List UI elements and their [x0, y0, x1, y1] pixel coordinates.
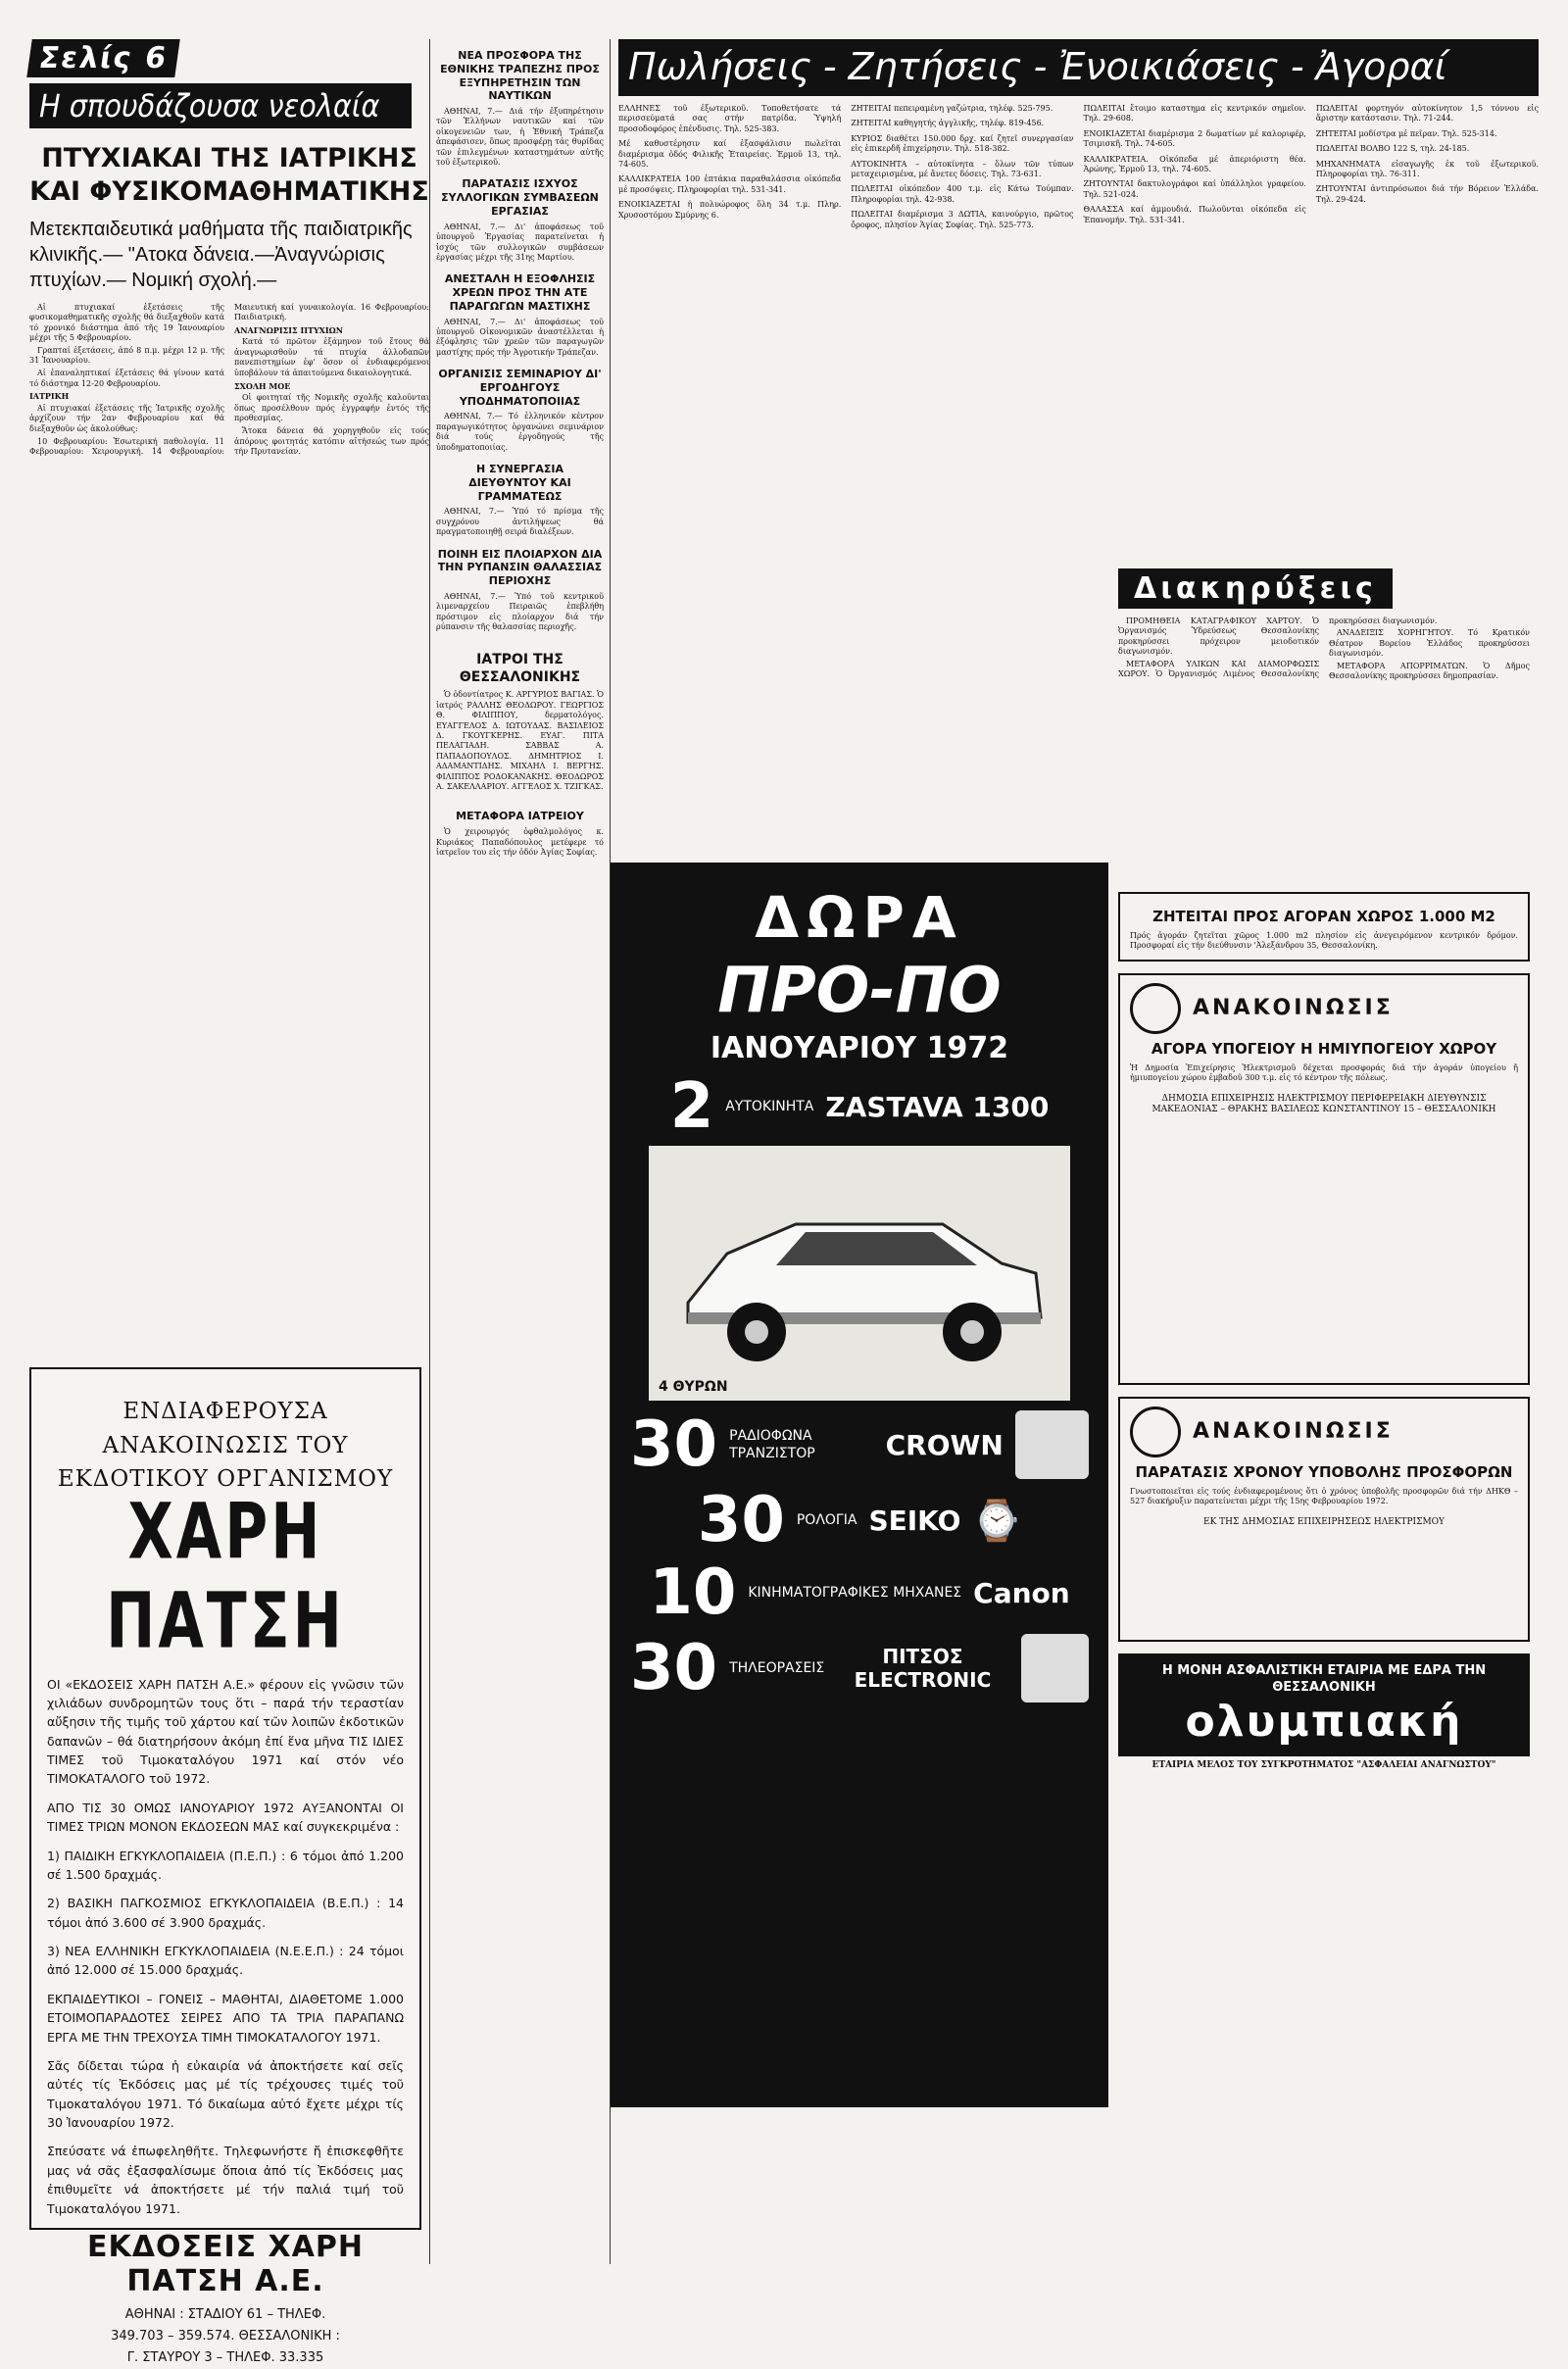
article-paragraph: Γραπταί ἐξετάσεις, ἀπό 8 π.μ. μέχρι 12 μ. τῆς 31 Ἰανουαρίου. [29, 345, 224, 366]
diakiryxi-item: ΑΝΑΔΕΙΞΙΣ ΧΟΡΗΓΗΤΟΥ. Τό Κρατικόν Θέατρον Βορείου Ἑλλάδος προκηρύσσει διαγωνισμόν. [1329, 628, 1530, 659]
brief-text [436, 827, 604, 858]
dei-logo-icon [1130, 983, 1181, 1034]
ad-contact-line: Γ. ΣΤΑΥΡΟΥ 3 – ΤΗΛΕΦ. 33.335 [126, 2350, 324, 2366]
classified-item: ΖΗΤΕΙΤΑΙ πεπειραμένη γαζώτρια, τηλέφ. 525-795. [851, 104, 1054, 113]
space-wanted-notice [1118, 892, 1530, 962]
brief-text [436, 222, 604, 264]
brief-text [436, 412, 604, 453]
article-paragraph: 10 Φεβρουαρίου: Ἐσωτερική παθολογία. 11 Φεβρουαρίου: Χειρουργική. 14 Φεβρουαρίου: Μαιευτική καί γυναικολογία. 16 Φεβρουαρίου: Παιδιατρική. [29, 302, 429, 457]
classified-item: ΖΗΤΟΥΝΤΑΙ δακτυλογράφοι καί ὑπάλληλοι γραφείου. Τηλ. 521-024. [1083, 179, 1306, 199]
notice-subtitle: ΠΑΡΑΤΑΣΙΣ ΧΡΟΝΟΥ ΥΠΟΒΟΛΗΣ ΠΡΟΣΦΟΡΩΝ [1135, 1462, 1513, 1481]
brief-headline: ΑΝΕΣΤΑΛΗ Η ΕΞΟΦΛΗΣΙΣ ΧΡΕΩΝ ΠΡΟΣ ΤΗΝ ΑΤΕ ΠΑΡΑΓΩΓΩΝ ΜΑΣΤΙΧΗΣ [444, 272, 596, 313]
classified-item: ΕΛΛΗΝΕΣ τοῦ ἐξωτερικοῦ. Τοποθετήσατε τά περισσεύματά σας στήν πατρίδα. Ὑψηλή προσοδοφόρος ἐπένδυσις. Τηλ. 525-383. [618, 104, 842, 133]
prize-label: ΤΗΛΕΟΡΑΣΕΙΣ [729, 1659, 825, 1676]
brief-paragraph: ΑΘΗΝΑΙ, 7.— Διά τήν ἐξυπηρέτησιν τῶν Ἑλλήνων ναυτικῶν καί τῶν οἰκογενειῶν των, ἡ Ἐθνική Τράπεζα ἀπεφάσισεν, ὅπως προσφέρῃ τάς θυρίδας τῶν ἐπιλεγμένων καταστημάτων αὐτῆς τοῦ ἐξωτερικοῦ. [436, 107, 604, 168]
brief-headline: Η ΣΥΝΕΡΓΑΣΙΑ ΔΙΕΥΘΥΝΤΟΥ ΚΑΙ ΓΡΑΜΜΑΤΕΩΣ [468, 463, 571, 503]
brief-paragraph: Ὁ χειρουργός ὀφθαλμολόγος κ. Κυριάκος Παπαδόπουλος μετέφερε τό ἰατρεῖον του εἰς τήν ὁδόν Ἀγίας Σοφίας. [436, 827, 604, 858]
prize-row-watches [630, 1484, 1089, 1556]
doctors-list [436, 690, 604, 792]
prize-row-radios [630, 1410, 1089, 1479]
radio-icon [1015, 1410, 1089, 1479]
prize-count: 10 [649, 1556, 737, 1629]
brief-text [436, 507, 604, 537]
prize-row-cars [630, 1070, 1089, 1143]
classifieds-banner: Πωλήσεις - Ζητήσεις - Ἐνοικιάσεις - Ἀγοραί [618, 39, 1539, 96]
brief-paragraph: ΑΘΗΝΑΙ, 7.— Δι' ἀποφάσεως τοῦ ὑπουργοῦ Ἐργασίας παρατείνεται ἡ ἰσχύς τῶν συλλογικῶν συμβάσεων ἐργασίας μέχρι τῆς 31ης Μαρτίου. [436, 222, 604, 262]
prize-label: ΚΙΝΗΜΑΤΟΓΡΑΦΙΚΕΣ ΜΗΧΑΝΕΣ [748, 1584, 962, 1601]
page-tag [29, 39, 429, 77]
classified-item: ΖΗΤΕΙΤΑΙ καθηγητής ἀγγλικῆς, τηλέφ. 819-456. [851, 119, 1045, 128]
dei-notice-extension [1118, 1397, 1530, 1642]
article-subhead: ΑΝΑΓΝΩΡΙΣΙΣ ΠΤΥΧΙΩΝ [234, 324, 344, 335]
diakiryxi-item: ΜΕΤΑΦΟΡΑ ΑΠΟΡΡΙΜΑΤΩΝ. Ὁ Δῆμος Θεσσαλονίκης προκηρύσσει δημοπρασίαν. [1329, 661, 1530, 681]
notice-title: ΖΗΤΕΙΤΑΙ ΠΡΟΣ ΑΓΟΡΑΝ ΧΩΡΟΣ 1.000 M2 [1152, 908, 1495, 925]
article-paragraph: Ἄτοκα δάνεια θά χορηγηθοῦν εἰς τούς ἀπόρους φοιτητάς κατόπιν αἰτήσεώς των πρός τήν Πρυτανείαν. [234, 426, 429, 457]
article-paragraph: Αἱ πτυχιακαί ἐξετάσεις τῆς Ἰατρικῆς σχολῆς ἀρχίζουν τήν 2αν Φεβρουαρίου καί θά διεξαχθοῦν ὡς ἀκολούθως: [29, 403, 224, 434]
article-paragraph: Κατά τό πρῶτον ἑξάμηνον τοῦ ἔτους θά ἀναγνωρισθοῦν τά πτυχία ἀλλοδαπῶν πανεπιστημίων ἐφ' ὅσον οἱ ἐνδιαφερόμενοι ὑποβάλουν τά ἀπαιτούμενα δικαιολογητικά. [234, 337, 429, 378]
brief-paragraph: ΑΘΗΝΑΙ, 7.— Τό ἑλληνικόν κέντρον παραγωγικότητος ὀργανώνει σεμινάριον διά τούς ἐργοδηγούς τῆς ὑποδηματοποιίας. [436, 412, 604, 452]
prize-count: 30 [697, 1484, 785, 1556]
notice-text: Γνωστοποιεῖται εἰς τούς ἐνδιαφερομένους ὅτι ὁ χρόνος ὑποβολῆς προσφορῶν διά τήν ΔΗΚΘ – 527 διακήρυξιν παρατείνεται μέχρι τῆς 15ης Φεβρουαρίου 1972. [1130, 1486, 1518, 1506]
propo-title: ΔΩΡΑ [755, 884, 964, 951]
dei-notice-purchase [1118, 973, 1530, 1385]
ad-footer: ΕΚΔΟΣΕΙΣ ΧΑΡΗ ΠΑΤΣΗ Α.Ε. [87, 2229, 364, 2298]
classified-item: ΠΩΛΕΙΤΑΙ ΒΟΛΒΟ 122 S, τηλ. 24-185. [1315, 144, 1470, 154]
classified-item: ΜΗΧΑΝΗΜΑΤΑ εἰσαγωγῆς ἐκ τοῦ ἐξωτερικοῦ. Πληροφορίαι τηλ. 76-311. [1315, 159, 1539, 179]
diakiryxi-item: ΜΕΤΑΦΟΡΑ ΥΛΙΚΩΝ ΚΑΙ ΔΙΑΜΟΡΦΩΣΙΣ ΧΩΡΟΥ. Ὁ Ὀργανισμός Λιμένος Θεσσαλονίκης προκηρύσσει διαγωνισμόν. [1118, 617, 1438, 679]
diakiryxi-item: ΠΡΟΜΗΘΕΙΑ ΚΑΤΑΓΡΑΦΙΚΟΥ ΧΑΡΤΟΥ. Ὁ Ὀργανισμός Ὑδρεύσεως Θεσσαλονίκης προκηρύσσει πρόχειρον μειοδοτικόν διαγωνισμόν. [1118, 617, 1319, 657]
classified-item: ΘΑΛΑΣΣΑ καί ἀμμουδιά. Πωλοῦνται οἰκόπεδα εἰς Ἐπανομήν. Τηλ. 531-341. [1083, 205, 1306, 224]
prize-brand: ΠΙΤΣΟΣ ELECTRONIC [854, 1645, 992, 1692]
ad-title: ΕΝΔΙΑΦΕΡΟΥΣΑ ΑΝΑΚΟΙΝΩΣΙΣ ΤΟΥ ΕΚΔΟΤΙΚΟΥ ΟΡΓΑΝΙΣΜΟΥ [57, 1399, 394, 1492]
prize-count: 30 [630, 1408, 718, 1481]
ad-brand: ΧΑΡΗ ΠΑΤΣΗ [106, 1487, 345, 1666]
notice-title: ΑΝΑΚΟΙΝΩΣΙΣ [1193, 1419, 1394, 1445]
prize-label: ΑΥΤΟΚΙΝΗΤΑ [725, 1098, 814, 1114]
article-body [29, 303, 429, 1342]
classified-item: ΖΗΤΕΙΤΑΙ μοδίστρα μέ πεῖραν. Τηλ. 525-314. [1315, 128, 1497, 138]
classified-item: ΑΥΤΟΚΙΝΗΤΑ – αὐτοκίνητα – ὅλων τῶν τύπων μεταχειρισμένα, μέ ἄνετες δόσεις. Τηλ. 73-631. [851, 159, 1074, 179]
dei-logo-icon [1130, 1407, 1181, 1457]
brief-headline: ΠΑΡΑΤΑΣΙΣ ΙΣΧΥΟΣ ΣΥΛΛΟΓΙΚΩΝ ΣΥΜΒΑΣΕΩΝ ΕΡΓΑΣΙΑΣ [441, 177, 599, 218]
prize-row-cameras [630, 1556, 1089, 1629]
brief-text [436, 592, 604, 633]
doctors-paragraph: Ὁ ὀδοντίατρος Κ. ΑΡΓΥΡΙΟΣ ΒΑΓΙΑΣ. Ὁ ἰατρός ΡΑΛΛΗΣ ΘΕΟΔΩΡΟΥ. ΓΕΩΡΓΙΟΣ Θ. ΦΙΛΙΠΠΟΥ, δερματολόγος. ΕΥΑΓΓΕΛΟΣ Δ. ΙΩΤΟΥΔΑΣ. ΒΑΣΙΛΕΙΟΣ Δ. ΓΚΟΥΓΚΕΡΗΣ. ΕΥΑΓ. ΠΙΤΑ ΠΕΛΑΓΙΑΔΗ. ΣΑΒΒΑΣ Α. ΠΑΠΑΔΟΠΟΥΛΟΣ. ΔΗΜΗΤΡΙΟΣ Ι. ΑΔΑΜΑΝΤΙΔΗΣ. ΜΙΧΑΗΛ Ι. ΒΕΡΓΗΣ. ΦΙΛΙΠΠΟΣ ΡΟΔΟΚΑΝΑΚΗΣ. ΘΕΟΔΩΡΟΣ Α. ΣΑΚΕΛΛΑΡΙΟΥ. ΑΓΓΕΛΟΣ Χ. ΤΖΙΓΚΑΣ. [436, 690, 604, 792]
classified-item: ΚΥΡΙΟΣ διαθέτει 150.000 δρχ. καί ζητεῖ συνεργασίαν εἰς ἐπικερδῆ ἐπιχείρησιν. Τηλ. 518-382. [851, 133, 1074, 154]
column-news-briefs [429, 39, 604, 2264]
ad-item: 1) ΠΑΙΔΙΚΗ ΕΓΚΥΚΛΟΠΑΙΔΕΙΑ (Π.Ε.Π.) : 6 τόμοι ἀπό 1.200 σέ 1.500 δραχμάς. [47, 1848, 404, 1882]
olympiaki-brand: ολυμπιακή [1185, 1696, 1463, 1747]
propo-month: ΙΑΝΟΥΑΡΙΟΥ 1972 [710, 1031, 1009, 1065]
notice-text: Ἡ Δημοσία Ἐπιχείρησις Ἠλεκτρισμοῦ δέχεται προσφοράς διά τήν ἀγοράν ὑπογείου ἤ ἡμιυπογείου χώρου ἐμβαδοῦ 300 τ.μ. εἰς τό κέντρον τῆς πόλεως. [1130, 1062, 1518, 1083]
ad-paragraph: Σπεύσατε νά ἐπωφεληθῆτε. Τηλεφωνήστε ἤ ἐπισκεφθῆτε μας νά σᾶς ἐξασφαλίσωμε ὅποια ἀπό τίς Ἐκδόσεις μας ἐπιθυμεῖτε νά ἀποκτήσετε μέ τήν παλιά τιμή τοῦ Τιμοκαταλόγου 1971. [47, 2144, 404, 2216]
propo-subtitle: ΠΡΟ-ΠΟ [717, 955, 1002, 1027]
article-paragraph: Αἱ ἐπαναληπτικαί ἐξετάσεις θά γίνουν κατά τό διάστημα 12-20 Φεβρουαρίου. [29, 369, 224, 388]
notice-signature: ΔΗΜΟΣΙΑ ΕΠΙΧΕΙΡΗΣΙΣ ΗΛΕΚΤΡΙΣΜΟΥ ΠΕΡΙΦΕΡΕΙΑΚΗ ΔΙΕΥΘΥΝΣΙΣ ΜΑΚΕΔΟΝΙΑΣ – ΘΡΑΚΗΣ ΒΑΣΙΛΕΩΣ ΚΩΝΣΤΑΝΤΙΝΟΥ 15 – ΘΕΣΣΑΛΟΝΙΚΗ [1152, 1093, 1496, 1115]
classified-item: ΠΩΛΕΙΤΑΙ φορτηγόν αὐτοκίνητον 1,5 τόννου εἰς ἄριστην κατάστασιν. Τηλ. 71-244. [1315, 104, 1539, 123]
article-headline [29, 142, 429, 209]
ad-contact [47, 2304, 404, 2369]
classified-item: ΕΝΟΙΚΙΑΖΕΤΑΙ διαμέρισμα 2 δωματίων μέ καλοριφέρ, Τσιμισκῆ. Τηλ. 74-605. [1083, 128, 1306, 149]
ad-contact-line: 349.703 – 359.574. ΘΕΣΣΑΛΟΝΙΚΗ : [111, 2328, 340, 2344]
brief-paragraph: ΑΘΗΝΑΙ, 7.— Ὑπό τοῦ κεντρικοῦ λιμεναρχείου Πειραιῶς ἐπεβλήθη πρόστιμον εἰς πλοίαρχον διά τήν ρύπανσιν τῆς θαλασσίας περιοχῆς. [436, 591, 604, 631]
notice-header [1130, 983, 1518, 1034]
brief-headline: ΜΕΤΑΦΟΡΑ ΙΑΤΡΕΙΟΥ [456, 810, 584, 823]
headline-line-1: ΠΤΥΧΙΑΚΑΙ ΤΗΣ ΙΑΤΡΙΚΗΣ [41, 143, 417, 173]
prize-brand: CROWN [885, 1428, 1004, 1461]
article-paragraph: Οἱ φοιτηταί τῆς Νομικῆς σχολῆς καλοῦνται ὅπως προσέλθουν πρός ἐγγραφήν ἐντός τῆς προθεσμίας. [234, 393, 429, 423]
brief-paragraph: ΑΘΗΝΑΙ, 7.— Δι' ἀποφάσεως τοῦ ὑπουργοῦ Οἰκονομικῶν ἀναστέλλεται ἡ ἐξόφλησις τῶν χρεῶν τῶν παραγωγῶν μαστίχης πρός τήν Ἀγροτικήν Τράπεζαν. [436, 317, 604, 357]
ad-paragraph: ΟΙ «ΕΚΔΟΣΕΙΣ ΧΑΡΗ ΠΑΤΣΗ Α.Ε.» φέρουν εἰς γνῶσιν τῶν χιλιάδων συνδρομητῶν τους ὅτι – παρά τήν τεραστίαν αὔξησιν τῆς τιμῆς τοῦ χάρτου καί τῶν λοιπῶν ἐκδοτικῶν δαπανῶν – θά διατηρήσουν ἀκόμη ἐπί ἕνα μῆνα ΤΙΣ ΙΔΙΕΣ ΤΙΜΕΣ τοῦ Τιμοκαταλόγου 1971 καί στόν νέο ΤΙΜΟΚΑΤΑΛΟΓΟ τοῦ 1972. [47, 1676, 404, 1787]
ad-contact-line: ΑΘΗΝΑΙ : ΣΤΑΔΙΟΥ 61 – ΤΗΛΕΦ. [124, 2306, 326, 2322]
page-number-label: Σελίς 6 [26, 39, 179, 77]
notices-column [1118, 892, 1530, 1771]
classified-item: ΠΩΛΕΙΤΑΙ διαμέρισμα 3 ΔΩΤΙΑ, καινούργιο, πρῶτος ὄροφος, πλησίον Ἁγίας Σοφίας. Τηλ. 525-773. [851, 210, 1074, 229]
diakiryxeis-list [1118, 617, 1530, 862]
prize-brand: SEIKO [868, 1504, 961, 1537]
section-title: Η σπουδάζουσα νεολαία [29, 83, 412, 128]
car-note: 4 ΘΥΡΩΝ [659, 1379, 728, 1395]
ad-paragraph: Σᾶς δίδεται τώρα ἡ εὐκαιρία νά ἀποκτήσετε καί σεῖς αὐτές τίς Ἐκδόσεις μας μέ τίς τρέχουσες τιμές τοῦ Τιμοκαταλόγου 1971. Τό δικαίωμα αὐτό ἔχετε μέχρι τίς 30 Ἰανουαρίου 1972. [47, 2057, 404, 2130]
watch-icon: ⌚ [972, 1498, 1022, 1544]
doctors-headline: ΙΑΤΡΟΙ ΤΗΣ ΘΕΣΣΑΛΟΝΙΚΗΣ [459, 652, 581, 685]
classifieds-list [618, 104, 1539, 476]
notice-subtitle: ΑΓΟΡΑ ΥΠΟΓΕΙΟΥ Η ΗΜΙΥΠΟΓΕΙΟΥ ΧΩΡΟΥ [1151, 1039, 1497, 1058]
notice-header [1130, 1407, 1518, 1457]
prize-row-tvs [630, 1634, 1089, 1703]
prize-brand: Canon [973, 1576, 1070, 1609]
classified-item: ΖΗΤΟΥΝΤΑΙ ἀντιπρόσωποι διά τήν Βόρειον Ἑλλάδα. Τηλ. 29-424. [1315, 184, 1539, 204]
ad-item: 2) ΒΑΣΙΚΗ ΠΑΓΚΟΣΜΙΟΣ ΕΓΚΥΚΛΟΠΑΙΔΕΙΑ (Β.Ε.Π.) : 14 τόμοι ἀπό 3.600 σέ 3.900 δραχμάς. [47, 1896, 404, 1930]
car-icon [649, 1146, 1070, 1401]
classified-item: ΕΝΟΙΚΙΑΖΕΤΑΙ ἡ πολυώροφος ὅλη 34 τ.μ. Πληρ. Χρυσοστόμου Σμύρνης 6. [618, 200, 842, 220]
diakiryxeis-banner: Διακηρύξεις [1118, 568, 1393, 609]
prize-count: 2 [669, 1070, 714, 1143]
brief-text [436, 318, 604, 359]
notice-title: ΑΝΑΚΟΙΝΩΣΙΣ [1193, 996, 1394, 1021]
olympiaki-tagline: Η ΜΟΝΗ ΑΣΦΑΛΙΣΤΙΚΗ ΕΤΑΙΡΙΑ ΜΕ ΕΔΡΑ ΤΗΝ ΘΕΣΣΑΛΟΝΙΚΗ [1161, 1662, 1487, 1695]
article-paragraph: Αἱ πτυχιακαί ἐξετάσεις τῆς φυσικομαθηματικῆς σχολῆς θά διεξαχθοῦν κατά τό χρονικό διάστημα ἀπό τῆς 19 Ἰανουαρίου μέχρι τῆς 5 Φεβρουαρίου. [29, 302, 224, 343]
olympiaki-footer: ΕΤΑΙΡΙΑ ΜΕΛΟΣ ΤΟΥ ΣΥΓΚΡΟΤΗΜΑΤΟΣ "ΑΣΦΑΛΕΙΑΙ ΑΝΑΓΝΩΣΤΟΥ" [1152, 1759, 1496, 1770]
classified-item: ΠΩΛΕΙΤΑΙ ἔτοιμο καταστημα εἰς κεντρικόν σημεῖον. Τηλ. 29-608. [1083, 104, 1306, 123]
brief-paragraph: ΑΘΗΝΑΙ, 7.— Ὑπό τό πρίσμα τῆς συγχρόνου ἀντιλήψεως θά πραγματοποιηθῇ σειρά διαλέξεων. [436, 507, 604, 537]
classified-item: ΚΑΛΛΙΚΡΑΤΕΙΑ. Οἰκόπεδα μέ ἀπεριόριστη θέα. Ἀρώνης, Ἐρμοῦ 13, τηλ. 74-605. [1083, 154, 1306, 174]
column-classifieds [610, 39, 1539, 2264]
article-deck: Μετεκπαιδευτικά μαθήματα τῆς παιδιατρικῆς κλινικῆς.— "Ατοκα δάνεια.—Ἀναγνώρισις πτυχίων.— Νομική σχολή.— [29, 218, 413, 291]
ad-paragraph: ΕΚΠΑΙΔΕΥΤΙΚΟΙ – ΓΟΝΕΙΣ – ΜΑΘΗΤΑΙ, ΔΙΑΘΕΤΟΜΕ 1.000 ΕΤΟΙΜΟΠΑΡΑΔΟΤΕΣ ΣΕΙΡΕΣ ΑΠΟ ΤΑ ΤΡΙΑ ΠΑΡΑΠΑΝΩ ΕΡΓΑ ΜΕ ΤΗΝ ΤΡΕΧΟΥΣΑ ΤΙΜΗ ΤΙΜΟΚΑΤΑΛΟΓΟΥ 1971. [47, 1991, 404, 2045]
ad-body [47, 1675, 404, 2218]
prize-count: 30 [630, 1632, 718, 1704]
brief-headline: ΠΟΙΝΗ ΕΙΣ ΠΛΟΙΑΡΧΟΝ ΔΙΑ ΤΗΝ ΡΥΠΑΝΣΙΝ ΘΑΛΑΣΣΙΑΣ ΠΕΡΙΟΧΗΣ [437, 547, 603, 588]
prize-brand: ZASTAVA 1300 [825, 1090, 1050, 1123]
diakiryxeis-section [1118, 568, 1530, 862]
article-subhead: ΣΧΟΛΗ ΜΟΕ [234, 380, 291, 391]
prize-label: ΡΟΛΟΓΙΑ [796, 1511, 858, 1528]
notice-text: Πρός ἀγοράν ζητεῖται χῶρος 1.000 m2 πλησίον εἰς ἀνεγειρόμενον κεντρικόν δρόμον. Προσφοραί εἰς τήν διεύθυνσιν 'Ἀλεξάνδρου 35, Θεσσαλονίκη. [1130, 931, 1518, 951]
notice-signature: ΕΚ ΤΗΣ ΔΗΜΟΣΙΑΣ ΕΠΙΧΕΙΡΗΣΕΩΣ ΗΛΕΚΤΡΙΣΜΟΥ [1203, 1516, 1445, 1527]
car-image [649, 1146, 1070, 1401]
classified-item: ΠΩΛΕΙΤΑΙ οἰκόπεδον 400 τ.μ. εἰς Κάτω Τούμπαν. Πληροφορίαι τηλ. 42-938. [851, 184, 1074, 204]
patsi-advertisement [29, 1367, 421, 2366]
ad-item: 3) ΝΕΑ ΕΛΛΗΝΙΚΗ ΕΓΚΥΚΛΟΠΑΙΔΕΙΑ (Ν.Ε.Ε.Π.) : 24 τόμοι ἀπό 12.000 σέ 15.000 δραχμάς. [47, 1944, 404, 1978]
brief-headline: ΟΡΓΑΝΙΣΙΣ ΣΕΜΙΝΑΡΙΟΥ ΔΙ' ΕΡΓΟΔΗΓΟΥΣ ΥΠΟΔΗΜΑΤΟΠΟΙΙΑΣ [438, 368, 602, 408]
brief-text [436, 107, 604, 168]
article-subhead: ΙΑΤΡΙΚΗ [29, 391, 70, 402]
television-icon [1021, 1634, 1089, 1703]
prize-label: ΡΑΔΙΟΦΩΝΑ ΤΡΑΝΖΙΣΤΟΡ [729, 1427, 815, 1461]
brief-headline: ΝΕΑ ΠΡΟΣΦΟΡΑ ΤΗΣ ΕΘΝΙΚΗΣ ΤΡΑΠΕΖΗΣ ΠΡΟΣ ΕΞΥΠΗΡΕΤΗΣΙΝ ΤΩΝ ΝΑΥΤΙΚΩΝ [440, 49, 600, 103]
classified-item: ΚΑΛΛΙΚΡΑΤΕΙΑ 100 ἑπτάκια παραθαλάσσια οἰκόπεδα μέ προσόψεις. Πληροφορίαι τηλ. 531-341. [618, 174, 842, 194]
propo-advertisement [611, 863, 1108, 2107]
headline-line-2: ΚΑΙ ΦΥΣΙΚΟΜΑΘΗΜΑΤΙΚΗΣ [29, 175, 429, 207]
column-left [29, 39, 429, 2366]
olympiaki-advertisement [1118, 1653, 1530, 1756]
classified-item: Μέ καθυστέρησιν καί ἐξασφάλισιν πωλεῖται διαμέρισμα ὁδός Φιλικῆς Ἑταιρείας. Ἐρμοῦ 13, τηλ. 74-605. [618, 139, 842, 170]
ad-paragraph: ΑΠΟ ΤΙΣ 30 ΟΜΩΣ ΙΑΝΟΥΑΡΙΟΥ 1972 ΑΥΞΑΝΟΝΤΑΙ ΟΙ ΤΙΜΕΣ ΤΡΙΩΝ ΜΟΝΟΝ ΕΚΔΟΣΕΩΝ ΜΑΣ καί συγκεκριμένα : [47, 1800, 404, 1835]
